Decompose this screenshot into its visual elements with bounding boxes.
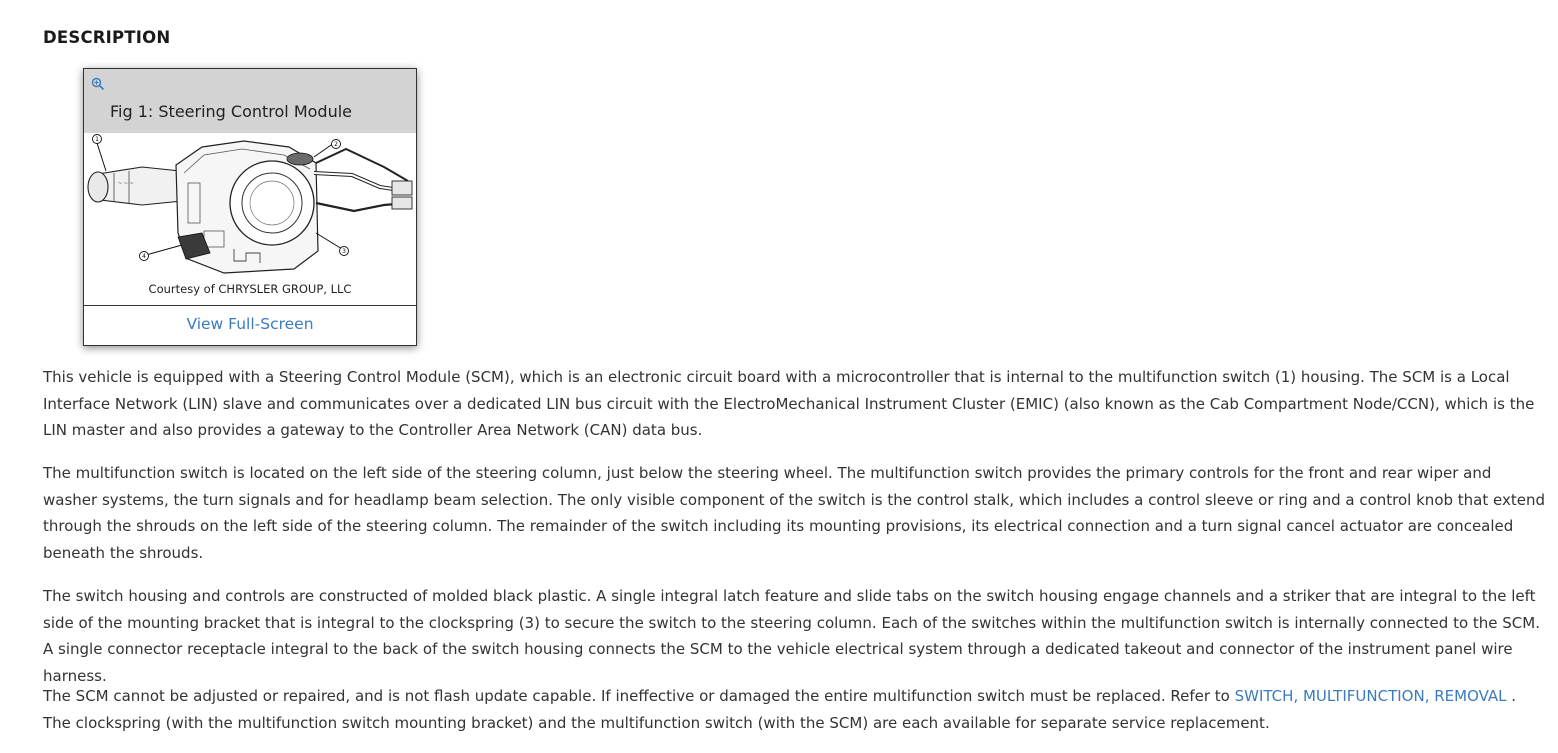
callout-1: 1 — [95, 136, 99, 143]
paragraph-3 — [43, 583, 1548, 689]
paragraph-4-tail: . The clockspring (with the multifunction switch mounting bracket) and the multifunction switch (with the SCM) are each available for separate service replacement. — [43, 687, 1517, 732]
paragraph-1 — [43, 364, 1548, 444]
figure-credit: Courtesy of CHRYSLER GROUP, LLC — [148, 282, 352, 296]
paragraph-4-lead: The SCM cannot be adjusted or repaired, and is not flash update capable. If ineffective or damaged the entire multifunction switch must be replaced. Refer to — [43, 687, 1235, 705]
figure-title: Fig 1: Steering Control Module — [110, 102, 353, 121]
paragraph-4 — [43, 683, 1548, 736]
paragraph-4-text — [43, 683, 1548, 736]
callout-2: 2 — [334, 141, 338, 148]
paragraph-2-text: The multifunction switch is located on the left side of the steering column, just below the steering wheel. The multifunction switch provides the primary controls for the front and rear wiper and washer systems, the turn signals and for headlamp beam selection. The only visible component of the switch is the control stalk, which includes a control sleeve or ring and a control knob that extend through the shrouds on the left side of the steering column. The remainder of the switch including its mounting provisions, its electrical connection and a turn signal cancel actuator are concealed beneath the shrouds. — [43, 464, 1545, 562]
svg-text:~ ~ ~: ~ ~ ~ — [118, 181, 134, 187]
zoom-in-icon[interactable] — [91, 77, 105, 91]
section-heading: DESCRIPTION — [43, 28, 171, 47]
callout-3: 3 — [342, 248, 346, 255]
figure-divider — [84, 305, 416, 306]
figure-card — [83, 68, 417, 346]
switch-removal-link[interactable]: SWITCH, MULTIFUNCTION, REMOVAL — [1234, 687, 1507, 705]
view-full-screen-link[interactable]: View Full-Screen — [186, 315, 314, 333]
steering-control-module-illustration[interactable] — [84, 133, 416, 279]
figure-header — [84, 69, 416, 133]
callout-4: 4 — [142, 253, 146, 260]
paragraph-3-text: The switch housing and controls are constructed of molded black plastic. A single integral latch feature and slide tabs on the switch housing engage channels and a striker that are integral to the left side of the mounting bracket that is integral to the clockspring (3) to secure the switch to the steering column. Each of the switches within the multifunction switch is internally connected to the SCM. A single connector receptacle integral to the back of the switch housing connects the SCM to the vehicle electrical system through a dedicated takeout and connector of the instrument panel wire harness. — [43, 587, 1540, 685]
paragraph-2 — [43, 460, 1548, 566]
paragraph-1-text: This vehicle is equipped with a Steering Control Module (SCM), which is an electronic circuit board with a microcontroller that is internal to the multifunction switch (1) housing. The SCM is a Local Interface Network (LIN) slave and communicates over a dedicated LIN bus circuit with the ElectroMechanical Instrument Cluster (EMIC) (also known as the Cab Compartment Node/CCN), which is the LIN master and also provides a gateway to the Controller Area Network (CAN) data bus. — [43, 368, 1535, 439]
